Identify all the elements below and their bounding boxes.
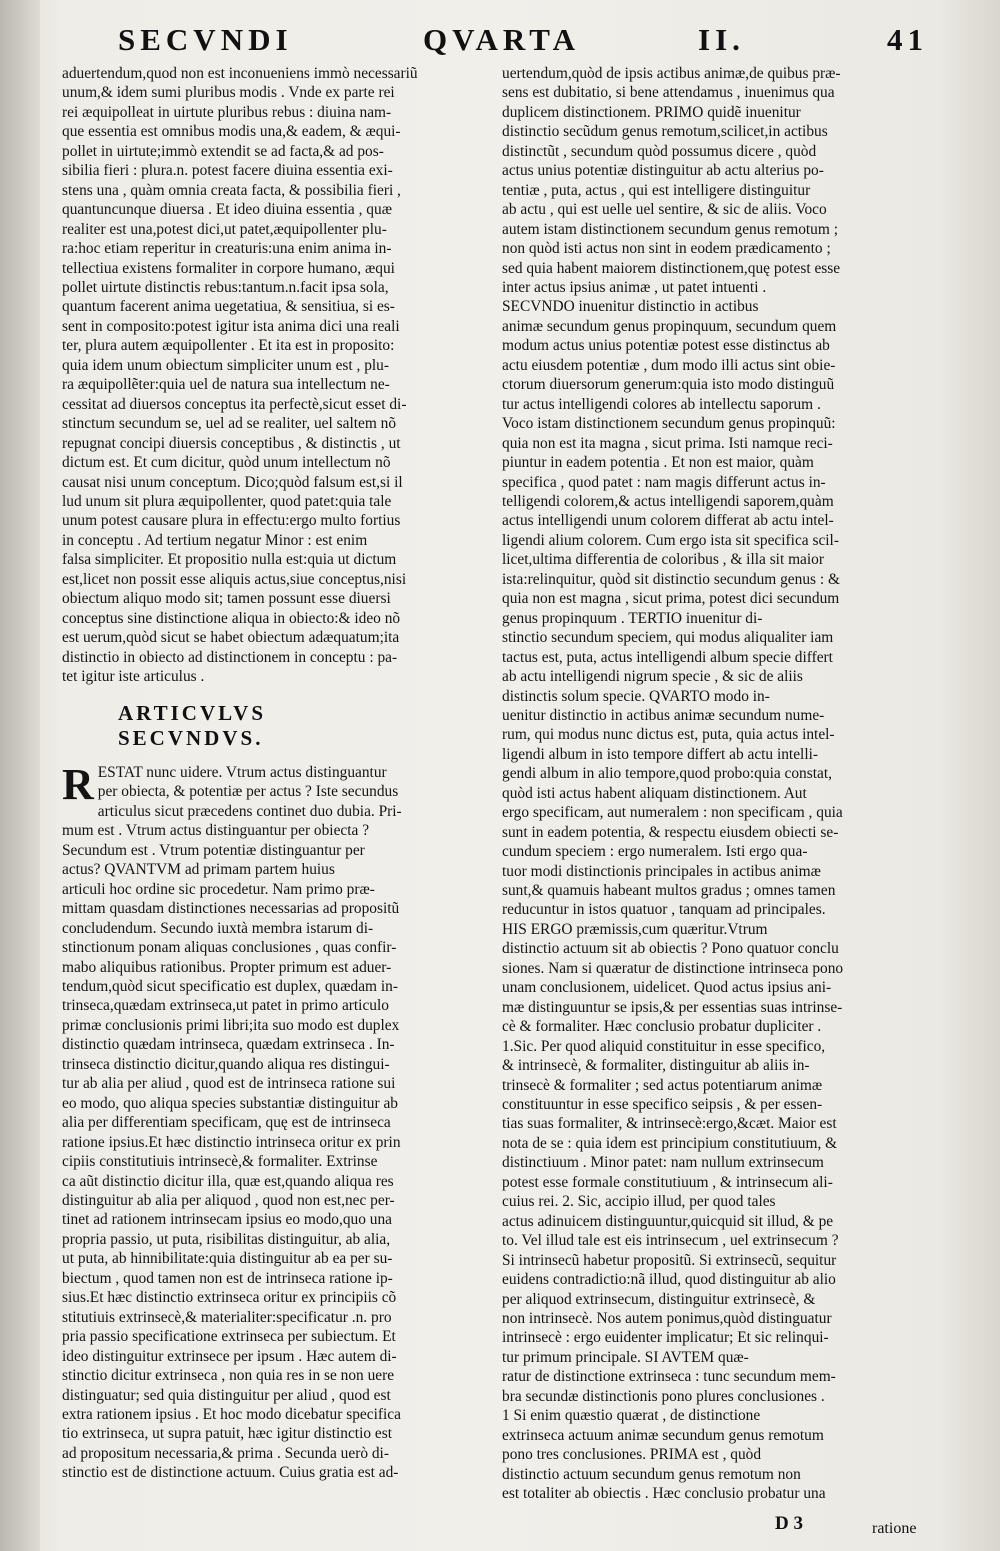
text-line: trinsecè & formaliter ; sed actus potentiarum animæ xyxy=(502,1076,823,1094)
text-line: cè & formaliter. Hæc conclusio probatur dupliciter . xyxy=(502,1018,822,1036)
text-line: est totaliter ab obiectis . Hæc conclusio probatur una xyxy=(502,1485,826,1503)
text-line: pollet in uirtute;immò extendit se ad facta,& ad pos- xyxy=(62,142,384,160)
text-line: actus intelligendi unum colorem differat ab actu intel- xyxy=(502,512,834,530)
text-line: modum actus unius potentiæ potest esse distinctus ab xyxy=(502,337,830,355)
text-line: distinctio quædam intrinseca, quædam extrinseca . In- xyxy=(62,1036,395,1054)
text-line: SECVNDO inuenitur distinctio in actibus xyxy=(502,298,759,316)
left-column xyxy=(62,64,466,687)
text-line: articuli hoc ordine sic procedetur. Nam primo præ- xyxy=(62,880,375,898)
text-line: rei æquipolleat in uirtute pluribus rebus : diuina nam- xyxy=(62,103,392,121)
text-line: stinctio secundum speciem, qui modus aliqualiter iam xyxy=(502,629,834,647)
text-line: ca aũt distinctio dicitur illa, quæ est,quando aliqua res xyxy=(62,1172,394,1190)
text-line: ter, plura autem æquipollenter . Et ita est in proposito: xyxy=(62,337,395,355)
text-line: stinctum secundum se, uel ad se realiter, uel saltem nõ xyxy=(62,415,397,433)
text-line: sunt in eadem potentia, & respectu eiusdem obiecti se- xyxy=(502,823,839,841)
text-line: mittam quasdam distinctiones necessarias ad propositũ xyxy=(62,900,400,918)
text-line: autem istam distinctionem secundum genus remotum ; xyxy=(502,220,838,238)
text-line: ratione ipsius.Et hæc distinctio intrinseca oritur ex prin xyxy=(62,1133,401,1151)
text-line: quòd isti actus habent aliquam distinctionem. Aut xyxy=(502,784,807,802)
text-line: aduertendum,quod non est inconueniens immò necessariũ xyxy=(62,65,418,82)
text-line: extrinseca actuum animæ secundum genus remotum xyxy=(502,1426,824,1444)
text-line: causat nisi unum conceptum. Dico;quòd falsum est,si il xyxy=(62,473,403,491)
text-line: non intrinsecè. Nos autem ponimus,quòd distinguatur xyxy=(502,1310,832,1327)
text-line: actus adinuicem distinguuntur,quicquid sit illud, & pe xyxy=(502,1212,834,1230)
header-book-number: II. xyxy=(698,22,745,57)
text-line: sius.Et hæc distinctio extrinseca oritur ex principiis cõ xyxy=(62,1289,397,1307)
text-line: ctorum diuersorum generum:quia isto modo distinguũ xyxy=(502,376,835,394)
text-line: cundum speciem : ergo numeralem. Isti ergo qua- xyxy=(502,843,808,861)
text-line: distinctiuum . Minor patet: nam nullum extrinsecum xyxy=(502,1154,824,1172)
text-line: actus unius potentiæ distinguitur ab actu alterius po- xyxy=(502,162,824,180)
text-line: piuntur in eadem potentia . Et non est maior, quàm xyxy=(502,454,814,472)
text-line: ideo distinguitur extrinsece per ipsum . Hæc autem di- xyxy=(62,1347,397,1365)
text-line: mum est . Vtrum actus distinguantur per obiecta ? xyxy=(62,822,370,840)
header-middle-word: QVARTA xyxy=(423,22,580,57)
text-line: genus propinquum . TERTIO inuenitur di- xyxy=(502,609,763,627)
text-line: distinctio in obiecto ad distinctionem in conceptu : pa- xyxy=(62,648,398,666)
text-line: sens est dubitatio, si bene attendamus , inuenimus qua xyxy=(502,84,835,102)
text-line: quantuncunque diuersa . Et ideo diuina essentia , quæ xyxy=(62,201,392,219)
text-line: trinseca,quædam extrinseca,ut patet in primo articulo xyxy=(62,997,389,1015)
text-line: uenitur distinctio in actibus animæ secundum nume- xyxy=(502,706,825,724)
text-line: per obiecta, & potentiæ per actus ? Iste secundus xyxy=(97,783,399,801)
text-line: tias suas formaliter, & intrinsecè:ergo,&cæt. Maior est xyxy=(502,1115,837,1133)
catchword: ratione xyxy=(872,1520,917,1537)
text-line: in conceptu . Ad tertium negatur Minor : est enim xyxy=(62,531,368,549)
signature-mark: D 3 xyxy=(775,1513,803,1534)
left-column-article-body xyxy=(62,760,466,1483)
text-line: tet igitur iste articulus . xyxy=(62,668,205,686)
page-gutter-shadow xyxy=(0,0,40,1551)
text-line: tentiæ , puta, actus , qui est intelligere distinguitur xyxy=(502,181,811,199)
text-line: que essentia est omnibus modis una,& eadem, & æqui- xyxy=(62,123,401,141)
drop-capital: R xyxy=(62,760,94,809)
text-line: pria passio specificatione extrinseca per subiectum. Et xyxy=(62,1328,396,1346)
text-line: actu eiusdem potentiæ , dum modo illi actus sint obie- xyxy=(502,356,836,374)
text-line: distinctio secũdum genus remotum,scilicet,in actibus xyxy=(502,123,828,141)
text-line: uertendum,quòd de ipsis actibus animæ,de quibus præ- xyxy=(502,65,841,82)
text-line: eo modo, quo aliqua species substantiæ distinguitur ab xyxy=(62,1094,398,1112)
text-line: ad propositum necessaria,& prima . Secunda uerò di- xyxy=(62,1444,389,1462)
text-line: unam conclusionem, uidelicet. Quod actus ipsius ani- xyxy=(502,979,832,997)
text-line: tuor modi distinctionis principales in actibus animæ xyxy=(502,862,821,880)
text-line: distinctũt , secundum quòd possumus dicere , quòd xyxy=(502,142,817,160)
text-line: conceptus sine distinctione aliqua in obiecto:& ideo nõ xyxy=(62,609,401,627)
right-column-text xyxy=(502,64,904,1504)
text-line: mæ distinguuntur se ipsis,& per essentias suas intrinse- xyxy=(502,998,843,1016)
text-line: constituuntur in esse specifico seipsis , & per essen- xyxy=(502,1096,823,1114)
text-line: inter actus ipsius animæ , ut patet intuenti . xyxy=(502,278,767,296)
text-line: quia idem unum obiectum simpliciter unum est , plu- xyxy=(62,356,389,374)
text-line: actus? QVANTVM ad primam partem huius xyxy=(62,861,335,879)
text-line: concludendum. Secundo iuxtà membra istarum di- xyxy=(62,919,374,937)
text-line: ligendi album in isto tempore differt ab actu intelli- xyxy=(502,745,818,763)
text-line: stinctio est de distinctione actuum. Cuius gratia est ad- xyxy=(62,1464,399,1482)
right-column xyxy=(502,64,904,1504)
text-line: est,licet non possit esse aliquis actus,siue conceptus,nisi xyxy=(62,570,407,588)
text-line: distinguitur ab alia per aliquod , quod non est,nec per- xyxy=(62,1191,395,1209)
text-line: stitutiuis extrinsecè,& materialiter:specificatur .n. pro xyxy=(62,1308,392,1326)
text-line: specifica , quod patet : nam magis differunt actus in- xyxy=(502,473,826,491)
text-line: quia non est magna , sicut prima, potest dici secundum xyxy=(502,590,840,608)
text-line: cipiis constitutiuis intrinsecè,& formaliter. Extrinse xyxy=(62,1153,378,1171)
text-line: ergo specificam, aut numeralem : non specificam , quia xyxy=(502,804,843,822)
text-line: tactus est, puta, actus intelligendi album specie differt xyxy=(502,648,833,666)
text-line: tur primum principale. SI AVTEM quæ- xyxy=(502,1348,749,1366)
text-line: tio extrinseca, ut supra patuit, hæc igitur distinctio est xyxy=(62,1425,392,1443)
text-line: pollet uirtute distinctis rebus:tantum.n.facit ipsa sola, xyxy=(62,278,389,296)
text-line: non quòd isti actus non sint in eodem prædicamento ; xyxy=(502,240,831,258)
text-line: ESTAT nunc uidere. Vtrum actus distinguantur xyxy=(97,764,387,781)
text-line: quia non est ita magna , sicut prima. Isti namque reci- xyxy=(502,434,833,452)
text-line: to. Vel illud tale est eis intrinsecum , uel extrinsecum ? xyxy=(502,1232,839,1250)
text-line: tinet ad rationem intrinsecam ipsius eo modo,quo una xyxy=(62,1211,392,1229)
text-line: gendi album in alio tempore,quod probo:quia constat, xyxy=(502,765,832,783)
text-line: siones. Nam si quæratur de distinctione intrinseca pono xyxy=(502,959,844,977)
text-line: distinctis solum specie. QVARTO modo in- xyxy=(502,687,770,705)
text-line: repugnat concipi diuersis conceptibus , & distinctis , ut xyxy=(62,434,401,452)
text-line: obiectum aliquo modo sit; tamen possunt esse diuersi xyxy=(62,590,391,608)
text-line: bra secundæ distinctionis pono plures conclusiones . xyxy=(502,1387,825,1405)
running-header xyxy=(118,22,928,62)
text-line: HIS ERGO præmissis,cum quæritur.Vtrum xyxy=(502,920,768,938)
text-line: ab actu , qui est uelle uel sentire, & sic de aliis. Voco xyxy=(502,201,827,219)
text-line: 1.Sic. Per quod aliquid constituitur in esse specifico, xyxy=(502,1037,826,1055)
text-line: primæ conclusionis primi libri;ita suo modo est duplex xyxy=(62,1016,400,1034)
text-line: potest esse formale constitutiuum , & intrinsecum ali- xyxy=(502,1173,833,1191)
text-line: sunt,& quamuis habeant multos gradus ; omnes tamen xyxy=(502,882,836,900)
text-line: propria passio, ut puta, risibilitas distinguitur, ab alia, xyxy=(62,1230,391,1248)
text-line: distinguatur; sed quia distinguitur per aliud , quod est xyxy=(62,1386,391,1404)
text-line: tur ab alia per aliud , quod est de intrinseca ratione sui xyxy=(62,1075,396,1093)
text-line: unum,& idem sumi pluribus modis . Vnde ex parte rei xyxy=(62,84,395,102)
text-line: tendum,quòd sicut specificatio est duplex, quædam in- xyxy=(62,977,398,995)
text-line: 1 Si enim quæstio quærat , de distinctione xyxy=(502,1407,761,1425)
text-line: cessitat ad diuersos conceptus ita perfectè,sicut esset di- xyxy=(62,395,407,413)
left-column-top-text xyxy=(62,64,466,687)
text-line: ratur de distinctione extrinseca : tunc secundum mem- xyxy=(502,1368,836,1386)
text-line: sed quia habent maiorem distinctionem,quę potest esse xyxy=(502,259,841,277)
text-line: ligendi alium colorem. Cum ergo ista sit specifica scil- xyxy=(502,531,839,549)
text-line: per aliquod extrinsecum, distinguitur extrinsecè, & xyxy=(502,1290,816,1308)
text-line: trinseca distinctio dicitur,quando aliqua res distingui- xyxy=(62,1055,390,1073)
text-line: sent in composito:potest igitur ista anima dici una reali xyxy=(62,317,400,335)
text-line: articulus sicut præcedens continet duo dubia. Pri- xyxy=(97,802,402,820)
text-line: duplicem distinctionem. PRIMO quidẽ inuenitur xyxy=(502,103,801,121)
text-line: ab actu intelligendi nigrum specie , & sic de aliis xyxy=(502,668,803,686)
text-line: ra æquipollẽter:quia uel de natura sua intellectum ne- xyxy=(62,376,390,394)
text-line: mabo aliquibus rationibus. Propter primum est aduer- xyxy=(62,958,392,976)
text-line: est uerum,quòd sicut se habet obiectum adæquatum;ita xyxy=(62,629,400,647)
text-line: lud unum sit plura æquipollenter, quod patet:quia tale xyxy=(62,492,392,510)
text-line: quantum facerent anima uegetatiua, & sensitiua, si es- xyxy=(62,298,395,316)
text-line: extra rationem ipsius . Et hoc modo dicebatur specifica xyxy=(62,1405,401,1423)
text-line: animæ secundum genus propinquum, secundum quem xyxy=(502,317,837,335)
text-line: realiter est una,potest dici,ut patet,æquipollenter plu- xyxy=(62,220,387,238)
text-line: cuius rei. 2. Sic, accipio illud, per quod tales xyxy=(502,1193,776,1211)
text-line: alia per differentiam specificam, quę est de intrinseca xyxy=(62,1114,391,1132)
text-line: telligendi colorem,& actus intelligendi saporem,quàm xyxy=(502,492,834,510)
text-line: falsa simpliciter. Et propositio nulla est:quia ut dictum xyxy=(62,551,397,569)
text-line: Secundum est . Vtrum potentiæ distinguantur per xyxy=(62,841,365,859)
text-line: ut puta, ab hinnibilitate:quia distinguitur ab ea per su- xyxy=(62,1250,393,1268)
text-line: Voco istam distinctionem secundum genus propinquũ: xyxy=(502,415,836,433)
text-line: ista:relinquitur, quòd sit distinctio secundum genus : & xyxy=(502,570,840,588)
text-line: licet,ultima differentia de coloribus , & illa sit maior xyxy=(502,551,824,569)
text-line: rum, qui modus nunc dictus est, puta, quia actus intel- xyxy=(502,726,835,744)
text-line: tur actus intelligendi colores ab intellectu saporum . xyxy=(502,395,821,413)
text-line: tellectiua existens formaliter in corpore humano, æqui xyxy=(62,259,395,277)
folio-number: 41 xyxy=(887,22,928,57)
article-heading: ARTICVLVS SECVNDVS. xyxy=(118,701,267,750)
text-line: pono tres conclusiones. PRIMA est , quòd xyxy=(502,1446,762,1464)
text-line: sibilia fieri : plura.n. potest facere diuina essentia exi- xyxy=(62,162,393,180)
text-line: distinctio actuum secundum genus remotum non xyxy=(502,1465,801,1483)
text-line: dictum est. Et cum dicitur, quòd unum intellectum nõ xyxy=(62,454,391,472)
text-line: unum potest causare plura in effectu:ergo multo fortius xyxy=(62,512,401,530)
text-line: stens una , quàm omnia creata facta, & possibilia fieri , xyxy=(62,181,401,199)
text-line: stinctionum ponam aliquas conclusiones , quas confir- xyxy=(62,939,397,957)
text-line: euidens contradictio:nã illud, quod distinguitur ab alio xyxy=(502,1271,836,1289)
text-line: Si intrinsecũ habetur propositũ. Si extrinsecũ, sequitur xyxy=(502,1251,837,1269)
text-line: intrinsecè : ergo euidenter implicatur; Et sic relinqui- xyxy=(502,1329,829,1347)
text-line: stinctio dicitur extrinseca , non quia res in se non uere xyxy=(62,1367,395,1385)
left-column-bottom-text xyxy=(62,760,466,1483)
text-line: ra:hoc etiam reperitur in creaturis:una enim anima in- xyxy=(62,240,392,258)
text-line: reducuntur in istos quatuor , tanquam ad principales. xyxy=(502,901,826,919)
header-left-word: SECVNDI xyxy=(118,22,293,57)
text-line: & intrinsecè, & formaliter, distinguitur ab aliis in- xyxy=(502,1057,810,1075)
text-line: nota de se : quia idem est principium constitutiuum, & xyxy=(502,1134,838,1152)
text-line: biectum , quod tamen non est de intrinseca ratione ip- xyxy=(62,1269,393,1287)
text-line: distinctio actuum sit ab obiectis ? Pono quatuor conclu xyxy=(502,940,839,958)
